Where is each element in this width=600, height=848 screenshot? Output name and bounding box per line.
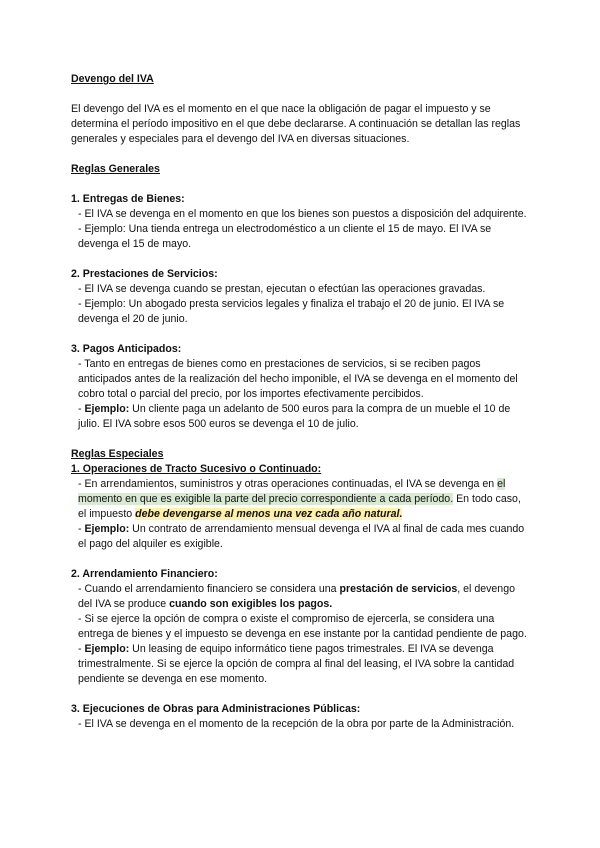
general-s1-example: - Ejemplo: Una tienda entrega un electrodoméstico a un cliente el 15 de mayo. El IVA se devenga el 15 de mayo. bbox=[78, 223, 492, 250]
example-prefix: - bbox=[78, 523, 85, 535]
example-label: Ejemplo: bbox=[84, 643, 130, 655]
special-s3-rule: - El IVA se devenga en el momento de la recepción de la obra por parte de la Administración. bbox=[78, 718, 515, 730]
special-rules-heading: Reglas Especiales bbox=[71, 448, 164, 460]
general-s2-example: - Ejemplo: Un abogado presta servicios legales y finaliza el trabajo el 20 de junio. El IVA se devenga el 20 de junio. bbox=[78, 298, 505, 325]
general-s1-title: 1. Entregas de Bienes: bbox=[71, 193, 185, 205]
special-s1-rule bbox=[71, 477, 531, 522]
example-prefix: - bbox=[78, 643, 85, 655]
special-s1-title: 1. Operaciones de Tracto Sucesivo o Continuado: bbox=[71, 463, 322, 475]
special-s2-rule1 bbox=[71, 582, 531, 612]
general-s3-rule: - Tanto en entregas de bienes como en prestaciones de servicios, si se reciben pagos anticipados antes de la realización del hecho imponible, el IVA se devenga en el momento del cobro total o parcial del precio, por los importes efectivamente percibidos. bbox=[78, 358, 518, 400]
rule-text: - Cuando el arrendamiento financiero se considera una bbox=[78, 583, 340, 595]
document-page bbox=[71, 72, 531, 732]
special-s3-title: 3. Ejecuciones de Obras para Administraciones Públicas: bbox=[71, 703, 361, 715]
highlight-green: el momento en que es exigible la parte del precio correspondiente a cada período. bbox=[78, 478, 506, 505]
general-rules-heading: Reglas Generales bbox=[71, 163, 160, 175]
general-s1-rule: - El IVA se devenga en el momento en que los bienes son puestos a disposición del adquirente. bbox=[78, 208, 527, 220]
rule-text-cont: En todo caso, el impuesto bbox=[78, 493, 521, 520]
example-text: Un cliente paga un adelanto de 500 euros para la compra de un mueble el 10 de julio. El IVA sobre esos 500 euros se devenga el 10 de julio. bbox=[78, 403, 511, 430]
special-s2-example bbox=[71, 642, 531, 687]
example-label: Ejemplo: bbox=[84, 523, 130, 535]
general-s2-rule: - El IVA se devenga cuando se prestan, ejecutan o efectúan las operaciones gravadas. bbox=[78, 283, 486, 295]
general-s3-example bbox=[71, 402, 531, 432]
intro-paragraph: El devengo del IVA es el momento en el que nace la obligación de pagar el impuesto y se determina el período impositivo en el que debe declararse. A continuación se detallan las reglas generales y especiales para el devengo del IVA en diversas situaciones. bbox=[71, 103, 521, 145]
rule-bold: prestación de servicios bbox=[339, 583, 458, 595]
example-text: Un leasing de equipo informático tiene pagos trimestrales. El IVA se devenga trimestralmente. Si se ejerce la opción de compra al final del leasing, el IVA sobre la cantidad pendiente se devenga en ese momento. bbox=[78, 643, 515, 685]
rule-text: - En arrendamientos, suministros y otras operaciones continuadas, el IVA se devenga en bbox=[78, 478, 498, 490]
highlight-yellow: debe devengarse al menos una vez cada año natural. bbox=[135, 508, 403, 520]
example-text: Un contrato de arrendamiento mensual devenga el IVA al final de cada mes cuando el pago del alquiler es exigible. bbox=[78, 523, 525, 550]
example-prefix: - bbox=[78, 403, 85, 415]
doc-title: Devengo del IVA bbox=[71, 73, 154, 85]
rule-bold-2: cuando son exigibles los pagos. bbox=[169, 598, 333, 610]
special-s1-example bbox=[71, 522, 531, 552]
special-s2-rule2: - Si se ejerce la opción de compra o existe el compromiso de ejercerla, se considera una entrega de bienes y el impuesto se devenga en ese instante por la cantidad pendiente de pago. bbox=[78, 613, 527, 640]
general-s2-title: 2. Prestaciones de Servicios: bbox=[71, 268, 218, 280]
example-label: Ejemplo: bbox=[84, 403, 130, 415]
general-s3-title: 3. Pagos Anticipados: bbox=[71, 343, 182, 355]
special-s2-title: 2. Arrendamiento Financiero: bbox=[71, 568, 218, 580]
rule-text-cont: , el devengo del IVA se produce bbox=[78, 583, 515, 610]
